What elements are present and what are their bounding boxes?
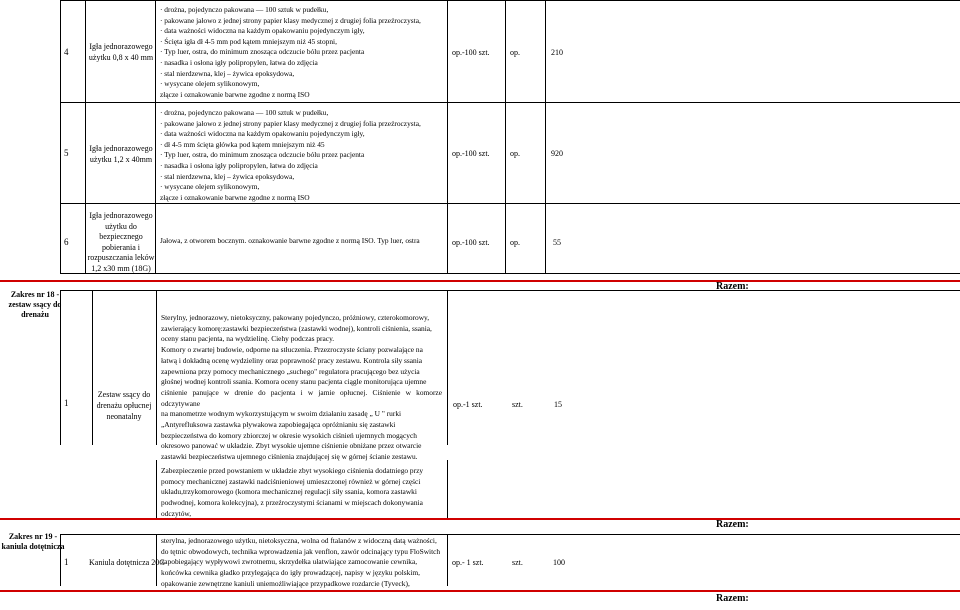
zakres-18-header-line: Zakres nr 18 -	[10, 290, 60, 299]
row-4-desc-line: · pakowane jałowo z jednej strony papier klasy medycznej z drugiej folia przeźroczysta,	[160, 15, 421, 25]
row-4-desc-line: · nasadka i osłona igły polipropylen, łatwa do zdjęcia	[160, 57, 318, 67]
row-5-desc-line: · stal nierdzewna, klej – żywica epoksydowa,	[160, 171, 295, 181]
zakres-18-col-4	[447, 290, 448, 445]
row-6-description	[160, 236, 420, 247]
zakres-18-desc-line: bezpieczeństwa do komory zbiorczej w okresie wysokich ciśnień ujemnych mogących	[161, 430, 417, 440]
row-5-quantity: op.-100 szt.	[452, 149, 490, 158]
zakres-18-desc-line: ciśnienie panujące w drenie do pacjenta i w jamie opłucnej. Ciśnienie w komorze odczytywane	[161, 387, 442, 408]
row-5-desc-line: · dł 4-5 mm ścięta główka pod kątem mniejszym niż 45	[160, 139, 325, 149]
zakres-18-cont-desc-line: pomocy mechanicznej zastawki nadciśnieniowej umieszczonej również w górnej części	[161, 476, 421, 486]
row-4-bottom-border	[60, 102, 960, 103]
row-4-name	[86, 41, 156, 63]
zakres-18-cont-desc-line: Zabezpieczenie przed powstaniem w układzie zbyt wysokiego ciśnienia dodatniego przy	[161, 466, 424, 475]
razem-separator-line	[0, 590, 960, 592]
zakres-19-unit: szt.	[512, 558, 523, 567]
row-6-name-line: Igła jednorazowego	[89, 211, 153, 220]
razem-label: Razem:	[716, 281, 749, 292]
zakres-19-header-line: Zakres nr 19 -	[8, 532, 58, 541]
row-6-lp: 6	[64, 237, 69, 247]
row-4-desc-line: · Typ luer, ostra, do minimum znosząca odczucie bólu przez pacjenta	[160, 47, 365, 57]
col-border-5	[505, 0, 506, 273]
row-5-name-line-2: użytku 1,2 x 40mm	[89, 155, 153, 164]
row-5-lp: 5	[64, 148, 69, 158]
zakres-19-top-description	[161, 466, 442, 520]
zakres-18-desc-line: na manometrze wodnym wykorzystującym w swoim działaniu zasadę „ U " rurki	[161, 409, 402, 419]
zakres-18-desc-line: zapewniona przy pomocy mechanicznego „suchego" regulatora pracującego bez użycia	[161, 366, 420, 376]
row-5-desc-line: · Typ luer, ostra, do minimum znosząca odczucie bólu przez pacjenta	[160, 150, 365, 160]
row-4-desc-line: · data ważności widoczna na każdym opakowaniu pojedynczym igły,	[160, 26, 365, 36]
zakres-19-col-1	[60, 534, 61, 586]
row-5-desc-line: · pakowane jałowo z jednej strony papier klasy medycznej z drugiej folia przeźroczysta,	[160, 118, 421, 128]
zakres-19-desc-line: zapobiegający wypływowi zwrotnemu, skrzydełka ułatwiające zamocowanie cewnika,	[161, 557, 418, 567]
row-5-desc-line: · drożna, pojedynczo pakowana — 100 sztuk w pudełku,	[160, 108, 329, 117]
row-4-desc-line: złącze i oznakowanie barwne zgodne z normą ISO	[160, 89, 310, 99]
zakres-18-col-3	[156, 290, 157, 445]
zakres-18-header-line: drenażu	[21, 310, 49, 319]
zakres-18-desc-line: Sterylny, jednorazowy, nietoksyczny, pakowany pojedynczo, próżniowy, czterokomorowy,	[161, 313, 430, 322]
zakres-18-description	[161, 313, 442, 463]
row-6-name-line: pobierania i	[102, 242, 140, 252]
row-4-desc-line: · Ścięta igła dł 4-5 mm pod kątem mniejszym niż 45 stopni,	[160, 36, 337, 46]
row-4-top-border	[60, 0, 960, 1]
zakres-18-desc-line: oceny stanu pacjenta, na wydzielinę. Ciehy podczas pracy.	[161, 334, 335, 344]
row-6-unit: op.	[510, 238, 520, 247]
zakres-18-desc-line: głośnej wodnej kontroli ssania. Komora oceny stanu pacjenta ciągle monitorująca ujemne	[161, 377, 427, 387]
zakres-18-desc-line: okresowo panować w układzie. Zbyt wysokie ujemne ciśnienie obniżane przez otwarcie	[161, 441, 422, 451]
zakres-19-header	[0, 532, 66, 552]
zakres-18-desc-line: „Antyrefluksowa zastawka pływakowa zapobiegająca opróżnianiu się zastawki	[161, 420, 396, 430]
zakres-18-name-line: Zestaw ssący do	[97, 390, 151, 399]
zakres-18-cont-col	[447, 460, 448, 518]
zakres-18-lp: 1	[64, 398, 69, 408]
zakres-18-name-line: drenażu opłucnej	[96, 401, 152, 410]
row-6-name-line: użytku do bezpiecznego	[99, 221, 143, 241]
zakres-18-header-line: zestaw ssący do	[8, 300, 62, 309]
row-4-desc-line: · drożna, pojedynczo pakowana — 100 sztuk w pudełku,	[160, 5, 329, 14]
row-6-name	[85, 211, 157, 274]
zakres-18-name	[92, 389, 156, 422]
zakres-18-unit: szt.	[512, 400, 523, 409]
row-6-quantity: op.-100 szt.	[452, 238, 490, 247]
row-5-desc-line: · data ważności widoczna na każdym opakowaniu pojedynczym igły,	[160, 129, 365, 139]
row-4-name-line-2: użytku 0,8 x 40 mm	[88, 53, 154, 62]
row-4-quantity: op.-100 szt.	[452, 48, 490, 57]
zakres-18-col-1	[60, 290, 61, 445]
zakres-18-amount: 15	[554, 400, 562, 409]
row-4-unit: op.	[510, 48, 520, 57]
row-4-name-line-1: Igła jednorazowego	[89, 42, 153, 51]
zakres-19-desc-line: końcówka cewnika gładko przylegająca do igły prowadzącej, napisy w języku polskim,	[161, 568, 420, 578]
row-4-desc-line: · wysycane olejem sylikonowym,	[160, 79, 260, 89]
row-5-description	[160, 108, 421, 203]
zakres-18-top-border	[60, 290, 960, 291]
zakres-18-quantity: op.-1 szt.	[453, 400, 483, 409]
zakres-19-desc-line: opakowanie zewnętrzne kaniuli uniemożliwiające przypadkowe rozdarcie (Tyveck),	[161, 578, 410, 588]
zakres-18-desc-line: zastawki bezpieczeństwa ujemnego ciśnienia znajdującej się w górnej ścianie zestawu.	[161, 452, 418, 462]
row-5-desc-line: · nasadka i osłona igły polipropylen, łatwa do zdjęcia	[160, 160, 318, 170]
razem-separator-line	[0, 518, 960, 520]
zakres-19-top-border	[60, 534, 960, 535]
row-5-name	[86, 143, 156, 165]
zakres-19-amount: 100	[553, 558, 565, 567]
zakres-18-name-line: neonatalny	[106, 412, 142, 421]
row-5-name-line-1: Igła jednorazowego	[89, 144, 153, 153]
row-5-desc-line: · wysycane olejem sylikonowym,	[160, 182, 260, 192]
row-5-amount: 920	[551, 149, 563, 158]
zakres-18-desc-line: Komory o zwartej budowie, odporne na stłuczenia. Przezroczyste ściany pozwalające na	[161, 345, 423, 355]
row-6-name-line: 1,2 x30 mm (18G)	[91, 263, 151, 273]
zakres-19-desc-line: do tętnic obwodowych, technika wprowadzenia jak venflon, zawór odcinający typu FloSwitch	[161, 546, 441, 556]
zakres-19-header-line: kaniula dotętnicza	[1, 542, 65, 551]
row-4-amount: 210	[551, 48, 563, 57]
row-6-desc-line: Jałowa, z otworem bocznym. oznakowanie barwne zgodne z normą ISO. Typ luer, ostra	[160, 236, 420, 245]
zakres-19-description	[161, 536, 442, 590]
row-6-amount: 55	[553, 238, 561, 247]
zakres-18-cont-desc-line: układu,trzykomorowego (komora mechanicznej regulacji siły ssania, komora zastawki	[161, 487, 417, 497]
row-4-desc-line: · stal nierdzewna, klej – żywica epoksydowa,	[160, 68, 295, 78]
row-5-desc-line: złącze i oznakowanie barwne zgodne z normą ISO	[160, 192, 310, 202]
row-4-description	[160, 5, 421, 100]
zakres-18-desc-line: łatwą i dokładną ocenę wydzieliny oraz poprawność pracy zestawu. Kontrola siły ssania	[161, 355, 423, 365]
zakres-19-desc-line: sterylna, jednorazowego użytku, nietoksyczna, wolna od ftalanów z widoczną datą ważności,	[161, 536, 437, 545]
zakres-19-name: Kaniula dotętnicza 20G	[89, 558, 165, 567]
razem-label: Razem:	[716, 519, 749, 530]
row-6-name-line: rozpuszczania leków	[87, 253, 155, 262]
razem-label: Razem:	[716, 593, 749, 604]
zakres-19-col-3	[447, 534, 448, 586]
zakres-18-cont-col	[156, 460, 157, 518]
zakres-18-desc-line: zawierający komorę:zastawki bezpieczeństwa (zastawki wodnej), kontroli ciśnienia, ssania,	[161, 323, 432, 333]
col-border-6	[545, 0, 546, 273]
col-border-1	[60, 0, 61, 273]
row-4-lp: 4	[64, 47, 69, 57]
zakres-19-lp: 1	[64, 557, 69, 567]
razem-separator-line	[0, 280, 960, 282]
zakres-18-cont-desc-line: odczytów,	[161, 508, 192, 518]
row-6-bottom-border	[60, 273, 960, 274]
col-border-4	[447, 0, 448, 273]
zakres-18-cont-desc-line: podwodnej, komora kolekcyjna), z przeźroczystymi ścianami w miejscach dokonywania	[161, 498, 423, 508]
zakres-19-quantity: op.- 1 szt.	[452, 558, 484, 567]
row-5-unit: op.	[510, 149, 520, 158]
